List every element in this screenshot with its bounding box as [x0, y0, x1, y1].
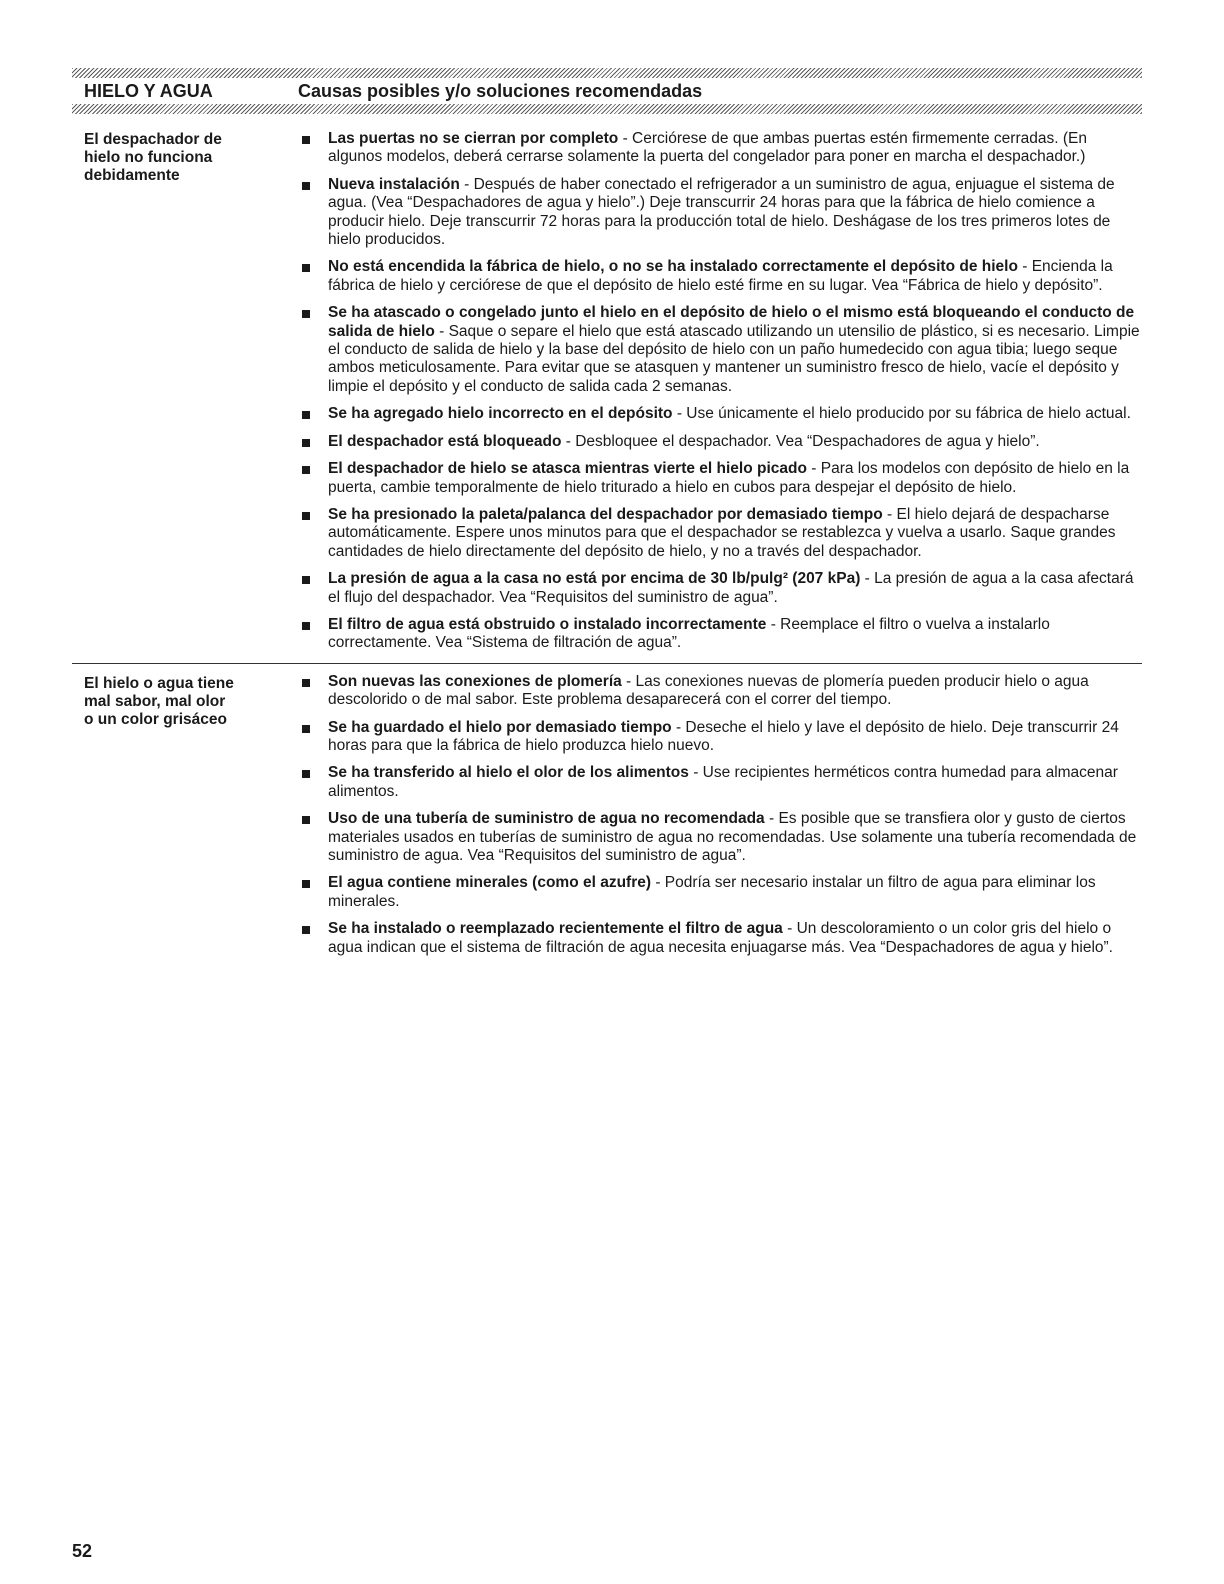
square-bullet-icon	[298, 874, 328, 911]
solution-text: - Desbloquee el despachador. Vea “Despachadores de agua y hielo”.	[561, 432, 1040, 450]
list-item	[298, 304, 1142, 396]
list-item	[298, 764, 1142, 801]
list-item	[298, 920, 1142, 957]
solution-text: - Podría ser necesario instalar un filtro de agua para eliminar los minerales.	[328, 874, 1096, 910]
top-hatch-rule	[72, 68, 1142, 78]
cause-label: El filtro de agua está obstruido o instalado incorrectamente	[328, 615, 767, 633]
troubleshooting-table	[72, 0, 1142, 957]
cause-label: Uso de una tubería de suministro de agua no recomendada	[328, 810, 765, 828]
square-bullet-icon	[298, 460, 328, 497]
solution-text: - Reemplace el filtro o vuelva a instalarlo correctamente. Vea “Sistema de filtración de agua”.	[328, 615, 1050, 652]
section-bad-taste-odor	[72, 663, 1142, 957]
list-item	[298, 258, 1142, 295]
cause-label: El despachador está bloqueado	[328, 432, 562, 450]
square-bullet-icon	[298, 920, 328, 957]
solutions-list	[298, 673, 1142, 957]
square-bullet-icon	[298, 764, 328, 801]
list-item	[298, 874, 1142, 911]
solution-text: - Es posible que se transfiera olor y gusto de ciertos materiales usados en tuberías de suministro de agua no recomendadas. Use solamente una tubería recomendada de suministro de agua. Vea “Requisitos del suministro de agua”.	[328, 810, 1137, 864]
cause-label: Se ha atascado o congelado junto el hielo en el depósito de hielo o el mismo está bloqueando el conducto de salida de hielo	[328, 304, 1135, 340]
solution-text: - Cerciórese de que ambas puertas estén firmemente cerradas. (En algunos modelos, deberá cerrarse solamente la puerta del congelador para poner en marcha el despachador.)	[328, 130, 1087, 166]
square-bullet-icon	[298, 130, 328, 167]
section-title-line: El hielo o agua tiene	[84, 674, 234, 692]
list-item	[298, 433, 1142, 451]
cause-label: Se ha guardado el hielo por demasiado tiempo	[328, 718, 672, 736]
cause-label: El agua contiene minerales (como el azufre)	[328, 874, 652, 892]
list-item	[298, 130, 1142, 167]
section-title-line: hielo no funciona	[84, 149, 213, 166]
cause-label: Son nuevas las conexiones de plomería	[328, 672, 622, 690]
cause-label: Se ha agregado hielo incorrecto en el depósito	[328, 405, 673, 423]
solution-text: - La presión de agua a la casa afectará el flujo del despachador. Vea “Requisitos del suministro de agua”.	[328, 570, 1134, 606]
list-item	[298, 616, 1142, 653]
table-header	[72, 78, 1142, 104]
solution-text: - El hielo dejará de despacharse automáticamente. Espere unos minutos para que el despachador se restablezca y vuelva a usarlo. Saque grandes cantidades de hielo directamente del depósito de hielo, y no a través del despachador.	[328, 505, 1116, 560]
list-item	[298, 673, 1142, 710]
solution-text: - Use recipientes herméticos contra humedad para almacenar alimentos.	[328, 764, 1118, 800]
square-bullet-icon	[298, 616, 328, 653]
square-bullet-icon	[298, 176, 328, 250]
header-solutions: Causas posibles y/o soluciones recomendadas	[298, 80, 703, 101]
cause-label: No está encendida la fábrica de hielo, o no se ha instalado correctamente el depósito de hielo	[328, 258, 1018, 276]
section-title	[72, 130, 298, 653]
solution-text: - Deseche el hielo y lave el depósito de hielo. Deje transcurrir 24 horas para que la fábrica de hielo produzca hielo nuevo.	[328, 718, 1119, 754]
solution-text: - Use únicamente el hielo producido por su fábrica de hielo actual.	[672, 405, 1131, 423]
cause-label: Se ha transferido al hielo el olor de los alimentos	[328, 764, 689, 782]
cause-label: El despachador de hielo se atasca mientras vierte el hielo picado	[328, 460, 807, 478]
list-item	[298, 506, 1142, 561]
header-category: HIELO Y AGUA	[84, 80, 213, 101]
solution-text: - Un descoloramiento o un color gris del hielo o agua indican que el sistema de filtración de agua necesita enjuagarse más. Vea “Despachadores de agua y hielo”.	[328, 920, 1113, 956]
section-title	[72, 673, 298, 957]
square-bullet-icon	[298, 304, 328, 396]
solutions-list	[298, 130, 1142, 653]
section-title-line: debidamente	[84, 167, 180, 184]
solution-text: - Para los modelos con depósito de hielo en la puerta, cambie temporalmente de hielo triturado a hielo en cubos para despejar el depósito de hielo.	[328, 460, 1130, 496]
solution-text: - Saque o separe el hielo que está atascado utilizando un utensilio de plástico, si es necesario. Limpie el conducto de salida de hielo y la base del depósito de hielo con un paño humedecido con agua tibia; luego seque ambos meticulosamente. Para evitar que se atasquen y mantener un suministro fresco de hielo, vacíe el depósito y limpie el depósito y el conducto de salida cada 2 semanas.	[328, 322, 1140, 395]
list-item	[298, 176, 1142, 250]
cause-label: Se ha presionado la paleta/palanca del despachador por demasiado tiempo	[328, 505, 883, 523]
solution-text: - Después de haber conectado el refrigerador a un suministro de agua, enjuague el sistema de agua. (Vea “Despachadores de agua y hielo”.) Deje transcurrir 24 horas para que la fábrica de hielo comience a producir hielo. Deje transcurrir 72 horas para la producción total de hielo. Deshágase de los tres primeros lotes de hielo producidos.	[328, 175, 1115, 249]
header-hatch-rule	[72, 104, 1142, 114]
square-bullet-icon	[298, 719, 328, 756]
cause-label: Las puertas no se cierran por completo	[328, 130, 619, 147]
square-bullet-icon	[298, 673, 328, 710]
section-title-line: El despachador de	[84, 131, 222, 148]
cause-label: La presión de agua a la casa no está por encima de 30 lb/pulg² (207 kPa)	[328, 570, 861, 588]
square-bullet-icon	[298, 810, 328, 865]
square-bullet-icon	[298, 433, 328, 451]
cause-label: Nueva instalación	[328, 175, 460, 193]
list-item	[298, 405, 1142, 423]
solution-text: - Encienda la fábrica de hielo y cerciórese de que el depósito de hielo esté firme en su lugar. Vea “Fábrica de hielo y depósito”.	[328, 258, 1113, 294]
list-item	[298, 810, 1142, 865]
solution-text: - Las conexiones nuevas de plomería pueden producir hielo o agua descolorido o de mal sabor. Este problema desaparecerá con el correr del tiempo.	[328, 672, 1089, 709]
square-bullet-icon	[298, 405, 328, 423]
list-item	[298, 570, 1142, 607]
section-title-line: o un color grisáceo	[84, 710, 227, 728]
list-item	[298, 460, 1142, 497]
cause-label: Se ha instalado o reemplazado recientemente el filtro de agua	[328, 920, 783, 938]
square-bullet-icon	[298, 506, 328, 561]
section-title-line: mal sabor, mal olor	[84, 692, 226, 710]
section-dispenser-not-working	[72, 114, 1142, 663]
square-bullet-icon	[298, 258, 328, 295]
page-number: 52	[72, 1541, 93, 1561]
list-item	[298, 719, 1142, 756]
square-bullet-icon	[298, 570, 328, 607]
